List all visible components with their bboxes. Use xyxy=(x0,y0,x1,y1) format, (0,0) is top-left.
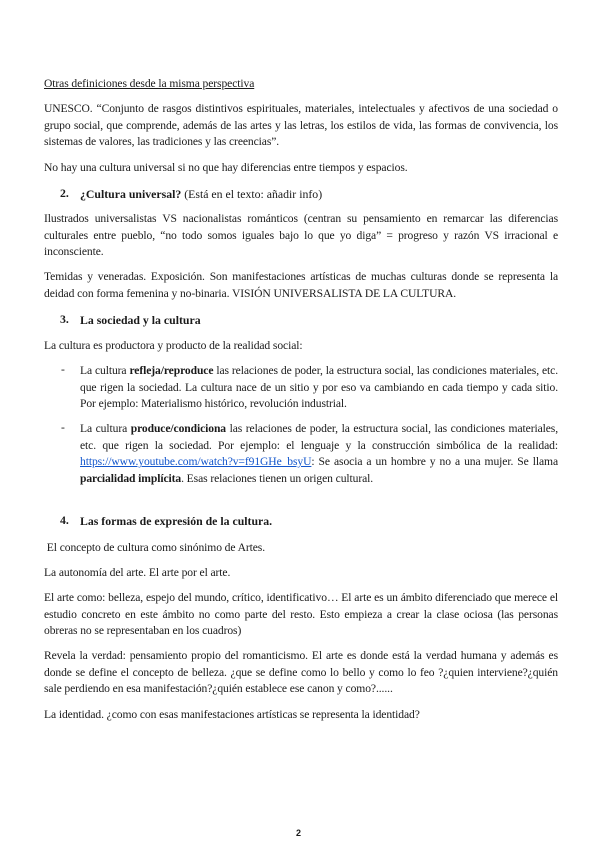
heading-4-number: 4. xyxy=(60,513,69,527)
heading-2-title: ¿Cultura universal? xyxy=(80,187,182,201)
temidas-paragraph: Temidas y veneradas. Exposición. Son manifestaciones artísticas de muchas culturas donde se representa la deidad con forma femenina y no-binaria. VISIÓN UNIVERSALISTA DE LA CULTURA. xyxy=(44,270,558,300)
bullet-dash: - xyxy=(61,421,65,434)
arte-como-paragraph: El arte como: belleza, espejo del mundo, crítico, identificativo… El arte es un ámbito diferenciado que merece el estudio concreto en este ámbito no como parte del resto. Esto empieza a crear la clase ociosa (las personas obreras no se representaban en los cuadros) xyxy=(44,591,558,638)
heading-2-text xyxy=(80,186,322,203)
autonomia-paragraph: La autonomía del arte. El arte por el arte. xyxy=(44,566,231,579)
section-heading: Otras definiciones desde la misma perspectiva xyxy=(44,77,255,90)
youtube-link[interactable]: https://www.youtube.com/watch?v=f91GHe_bsyU xyxy=(80,455,312,469)
bullet-text xyxy=(80,363,558,413)
revela-paragraph: Revela la verdad: pensamiento propio del romanticismo. El arte es donde está la verdad humana y además es donde se define el concepto de belleza. ¿que se define como lo bello y como lo feo ?¿quien interviene?¿quién sale perdiendo en esa manifestación?¿quién establece ese canon y como?...... xyxy=(44,649,558,696)
unesco-paragraph: UNESCO. “Conjunto de rasgos distintivos espirituales, materiales, intelectuales y afectivos de una sociedad o grupo social, que comprende, además de las artes y las letras, los estilos de vida, las formas de convivencia, los sistemas de valores, las tradiciones y las creencias”. xyxy=(44,102,558,149)
ilustrados-paragraph: Ilustrados universalistas VS nacionalistas románticos (centran su pensamiento en remarcar las diferencias culturales entre pueblo, “no todo somos iguales bajo lo que yo diga” = progreso y razón VS irracional e inconsciente. xyxy=(44,212,558,259)
heading-2-note: (Está en el texto: añadir info) xyxy=(181,187,323,201)
bullet-bold-term: refleja/reproduce xyxy=(129,364,214,377)
bullet-pre: La cultura xyxy=(80,422,131,435)
bullet-dash: - xyxy=(61,363,65,376)
identidad-paragraph: La identidad. ¿como con esas manifestaciones artísticas se representa la identidad? xyxy=(44,708,420,721)
bullet-end: . Esas relaciones tienen un origen cultural. xyxy=(181,472,374,486)
heading-4-title: Las formas de expresión de la cultura. xyxy=(80,514,273,528)
heading-3-title: La sociedad y la cultura xyxy=(80,313,201,327)
heading-3-number: 3. xyxy=(60,312,69,326)
heading-2-number: 2. xyxy=(60,186,69,200)
no-universal-paragraph: No hay una cultura universal si no que hay diferencias entre tiempos y espacios. xyxy=(44,161,408,174)
productora-paragraph: La cultura es productora y producto de la realidad social: xyxy=(44,339,303,352)
bullet-bold-term-2: parcialidad implícita xyxy=(80,472,182,486)
sinonimo-paragraph: El concepto de cultura como sinónimo de Artes. xyxy=(44,541,265,554)
document-page xyxy=(44,0,558,848)
bullet-pre: La cultura xyxy=(80,364,130,377)
bullet-post: las relaciones de poder, la estructura social, las condiciones materiales, etc. que rigen la sociedad. Por ejemplo: el lenguaje y la construcción simbólica de la realidad: xyxy=(80,422,558,452)
bullet-after-link: : Se asocia a un hombre y no a una mujer. Se llama xyxy=(311,455,558,469)
bullet-bold-term: produce/condiciona xyxy=(130,422,226,435)
bullet-text xyxy=(80,421,558,488)
page-number: 2 xyxy=(296,828,302,838)
bullet-post: las relaciones de poder, la estructura social, las condiciones materiales, etc. que rigen la sociedad. La cultura nace de un sitio y por eso va cambiando en cada tiempo y cada sitio. Por ejemplo: Materialismo histórico, revolución industrial. xyxy=(80,364,558,411)
